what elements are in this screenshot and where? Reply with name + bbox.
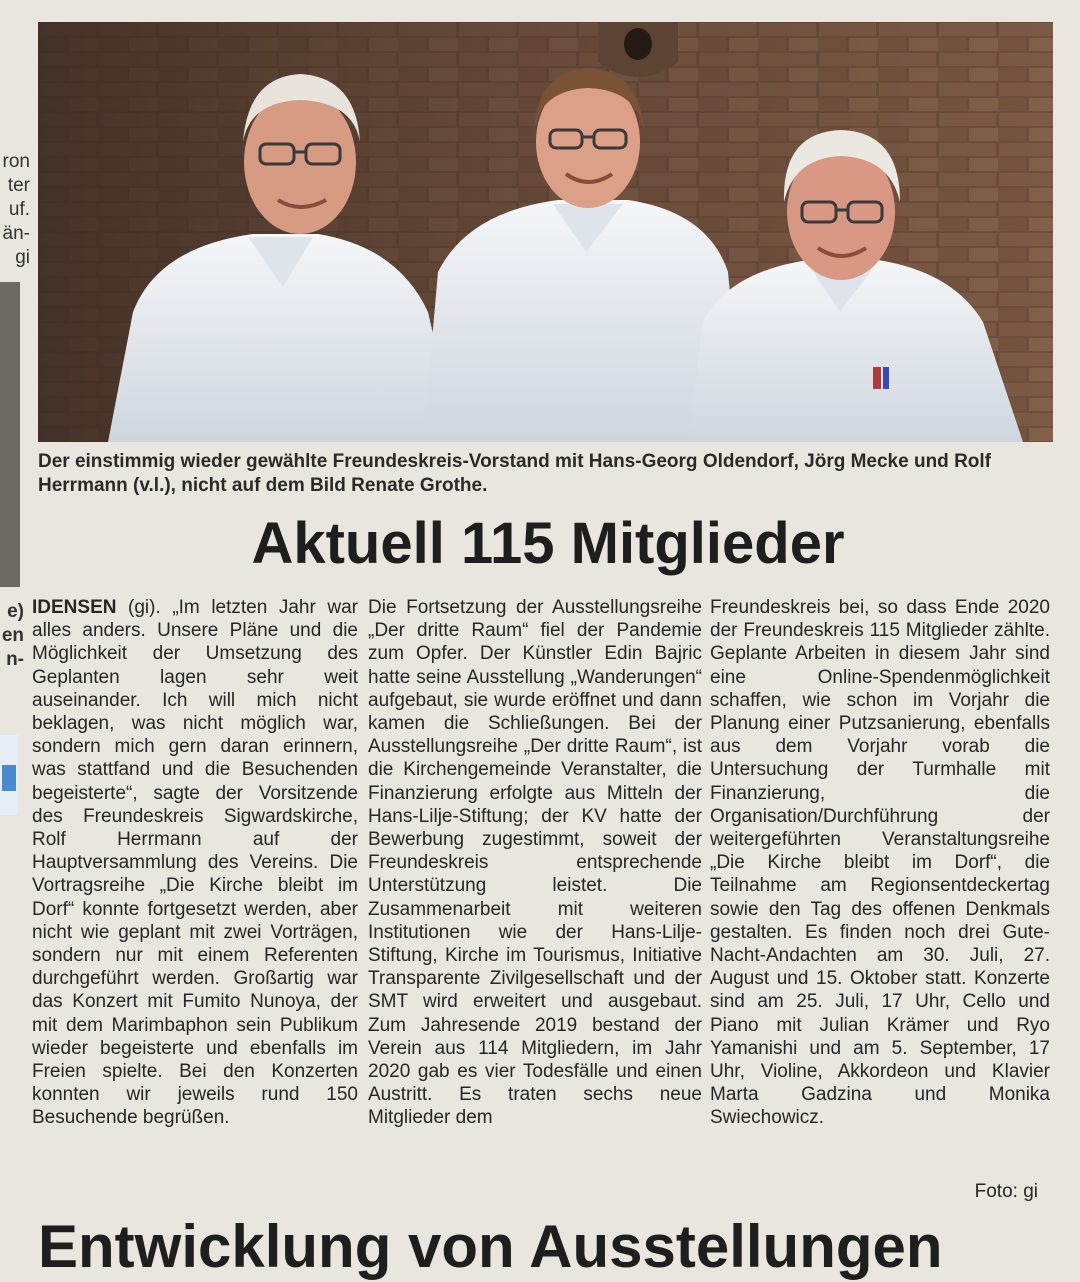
adjacent-ad-edge — [0, 735, 18, 815]
article-column-2: Die Fortsetzung der Ausstellungsreihe „Der dritte Raum“ fiel der Pandemie zum Opfer. Der Künstler Edin Bajric hatte seine Ausstellung „Wanderungen“ aufgebaut, sie wurde eröffnet und dann kamen die Schließungen. Bei der Ausstellungsreihe „Der dritte Raum“, ist die Kirchengemeinde Veranstalter, die Finanzierung erfolgte aus Mitteln der Hans-Lilje-Stiftung; der KV hatte der Bewerbung zugestimmt, soweit der Freundeskreis entsprechende Unterstützung leistet. Die Zusammenarbeit mit weiteren Institutionen wie der Hans-Lilje-Stiftung, Kirche im Tourismus, Initiative Transparente Zivilgesellschaft und der SMT wird erweitert und ausgebaut. Zum Jahresende 2019 bestand der Verein aus 114 Mitgliedern, im Jahr 2020 gab es vier Todesfälle und einen Austritt. Es traten sechs neue Mitglieder dem — [368, 597, 702, 1129]
fragment-line: än- — [2, 223, 30, 244]
adjacent-photo-edge — [0, 282, 20, 587]
next-article-headline: Entwicklung von Ausstellungen — [38, 1213, 943, 1280]
article-column-3: Freundeskreis bei, so dass Ende 2020 der Freundeskreis 115 Mitglieder zählte. Geplante Arbeiten in diesem Jahr sind eine Online-Spendenmöglichkeit schaffen, wie schon im Vorjahr die Planung einer Putzsanierung, ebenfalls aus dem Vorjahr vorab die Untersuchung der Turmhalle mit Finanzierung, die Organisation/Durchführung der weitergeführten Veranstaltungsreihe „Die Kirche bleibt im Dorf“, die Teilnahme am Regionsentdeckertag sowie den Tag des offenen Denkmals gestalten. Es finden noch drei Gute-Nacht-Andachten am 30. Juli, 27. August und 15. Oktober statt. Konzerte sind am 25. Juli, 17 Uhr, Cello und Piano mit Julian Krämer und Ryo Yamanishi und am 5. September, 17 Uhr, Violine, Akkordeon und Klavier Marta Gadzina und Monika Swiechowicz. — [710, 597, 1050, 1129]
photo-credit: Foto: gi — [974, 1181, 1038, 1202]
dateline: IDENSEN — [32, 597, 117, 618]
fragment-line: e) — [7, 601, 24, 622]
adjacent-ad-glyph — [2, 765, 16, 791]
article-column-1-text: (gi). „Im letzten Jahr war alles anders. Unsere Pläne und die Möglichkeit der Umsetzung des Geplanten lagen sehr weit auseinander. Ich will mich nicht beklagen, was nicht möglich war, sondern mich gern daran erinnern, was stattfand und die Besuchenden begeisterte“, sagte der Vorsitzende des Freundeskreis Sigwardskirche, Rolf Herrmann auf der Hauptversammlung des Vereins. Die Vortragsreihe „Die Kirche bleibt im Dorf“ konnte fortgesetzt werden, aber nicht wie geplant mit zwei Vorträgen, sondern nur mit einem Referenten durchgeführt werden. Großartig war das Konzert mit Fumito Nunoya, der mit dem Marimbaphon sein Publikum wieder begeisterte und ebenfalls im Freien spielte. Bei den Konzerten konnten wir jeweils rund 150 Besuchende begrüßen. — [32, 597, 358, 1129]
article-column-1 — [32, 596, 358, 1130]
fragment-line: n- — [6, 649, 24, 670]
three-men-portrait-illustration — [38, 22, 1053, 442]
fragment-line: ter — [7, 175, 30, 196]
photo-caption: Der einstimmig wieder gewählte Freundeskreis-Vorstand mit Hans-Georg Oldendorf, Jörg Mecke und Rolf Herrmann (v.l.), nicht auf dem Bild Renate Grothe. — [38, 451, 991, 496]
adjacent-column-fragment-mid — [0, 600, 24, 672]
adjacent-column-fragment-top — [0, 150, 30, 270]
fragment-line: uf. — [8, 199, 30, 220]
fragment-line: en — [1, 625, 24, 646]
article-photo — [38, 22, 1053, 442]
fragment-line: gi — [15, 247, 30, 268]
fragment-line: ron — [2, 151, 30, 172]
article-headline: Aktuell 115 Mitglieder — [251, 511, 845, 576]
